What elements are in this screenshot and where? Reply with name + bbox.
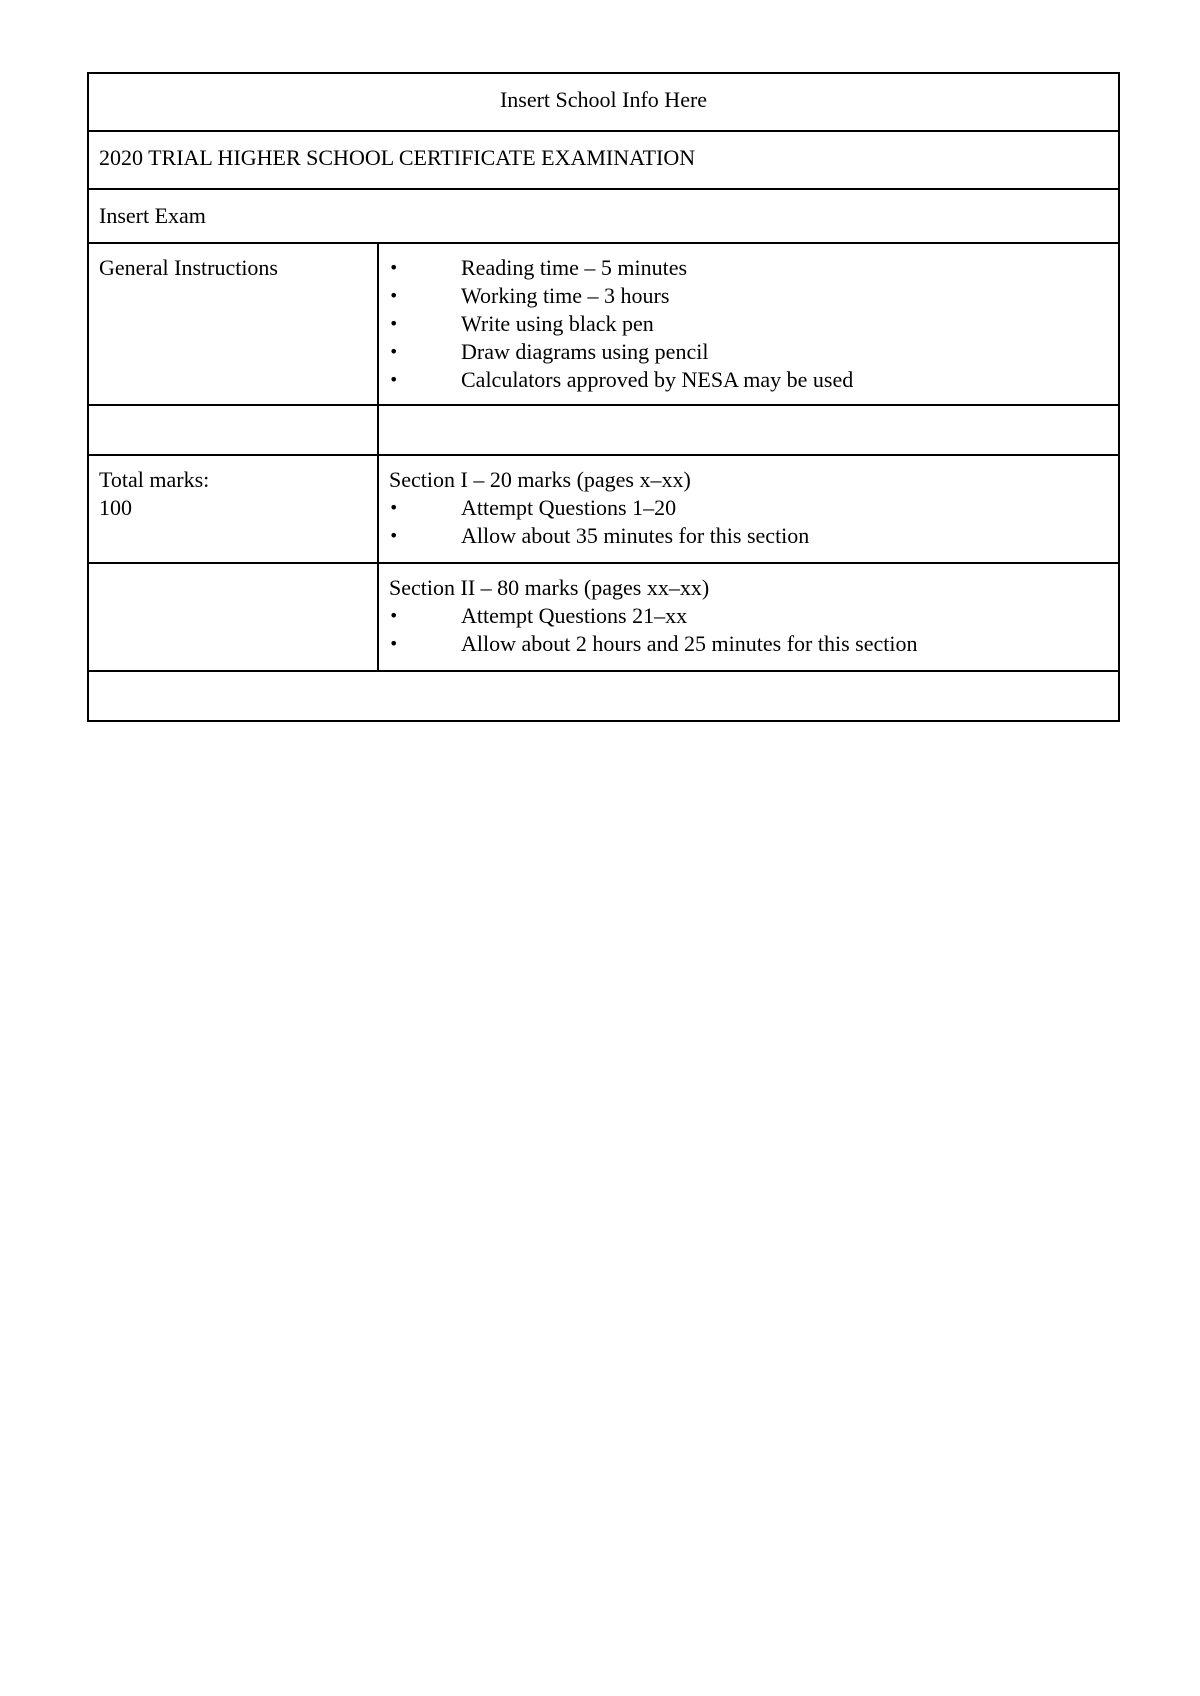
total-marks-cell	[88, 455, 378, 563]
general-instructions-row	[88, 243, 1119, 405]
general-instructions-list	[389, 254, 1108, 394]
exam-name-text: Insert Exam	[99, 203, 206, 228]
general-instructions-label-cell	[88, 243, 378, 405]
bullet-icon: •	[389, 498, 399, 517]
section-2-list	[389, 602, 1108, 658]
bullet-icon: •	[389, 370, 399, 389]
bullet-icon: •	[389, 526, 399, 545]
general-instructions-list-cell	[378, 243, 1119, 405]
section-1-cell	[378, 455, 1119, 563]
exam-cover-table	[87, 72, 1120, 722]
list-item	[389, 494, 1108, 522]
section-item-text: Attempt Questions 21–xx	[461, 603, 688, 628]
list-item	[389, 522, 1108, 550]
total-marks-label: Total marks:	[99, 467, 210, 492]
bullet-icon: •	[389, 342, 399, 361]
footer-row	[88, 671, 1119, 721]
total-marks-value: 100	[99, 495, 132, 520]
exam-title-text: 2020 TRIAL HIGHER SCHOOL CERTIFICATE EXAMINATION	[99, 145, 696, 170]
section-1-heading: Section I – 20 marks (pages x–xx)	[389, 467, 691, 492]
list-item	[389, 310, 1108, 338]
list-item	[389, 282, 1108, 310]
bullet-icon: •	[389, 634, 399, 653]
exam-title-row	[88, 131, 1119, 189]
section-2-heading: Section II – 80 marks (pages xx–xx)	[389, 575, 710, 600]
list-item	[389, 338, 1108, 366]
exam-title-cell	[88, 131, 1119, 189]
exam-name-cell	[88, 189, 1119, 243]
section-2-row	[88, 563, 1119, 671]
bullet-icon: •	[389, 286, 399, 305]
instruction-text: Reading time – 5 minutes	[461, 255, 688, 280]
list-item	[389, 254, 1108, 282]
empty-cell	[88, 405, 378, 455]
section-item-text: Allow about 2 hours and 25 minutes for this section	[461, 631, 918, 656]
school-info-text: Insert School Info Here	[499, 87, 708, 112]
footer-cell	[88, 671, 1119, 721]
exam-name-row	[88, 189, 1119, 243]
instruction-text: Working time – 3 hours	[461, 283, 670, 308]
section-item-text: Allow about 35 minutes for this section	[461, 523, 810, 548]
school-info-row	[88, 73, 1119, 131]
bullet-icon: •	[389, 314, 399, 333]
instruction-text: Draw diagrams using pencil	[461, 339, 709, 364]
school-info-cell	[88, 73, 1119, 131]
instruction-text: Calculators approved by NESA may be used	[461, 367, 854, 392]
section-item-text: Attempt Questions 1–20	[461, 495, 677, 520]
bullet-icon: •	[389, 606, 399, 625]
general-instructions-label: General Instructions	[99, 255, 278, 280]
section-2-cell	[378, 563, 1119, 671]
list-item	[389, 602, 1108, 630]
empty-cell	[378, 405, 1119, 455]
empty-cell	[88, 563, 378, 671]
bullet-icon: •	[389, 258, 399, 277]
list-item	[389, 630, 1108, 658]
empty-row	[88, 405, 1119, 455]
list-item	[389, 366, 1108, 394]
section-1-row	[88, 455, 1119, 563]
instruction-text: Write using black pen	[461, 311, 654, 336]
section-1-list	[389, 494, 1108, 550]
